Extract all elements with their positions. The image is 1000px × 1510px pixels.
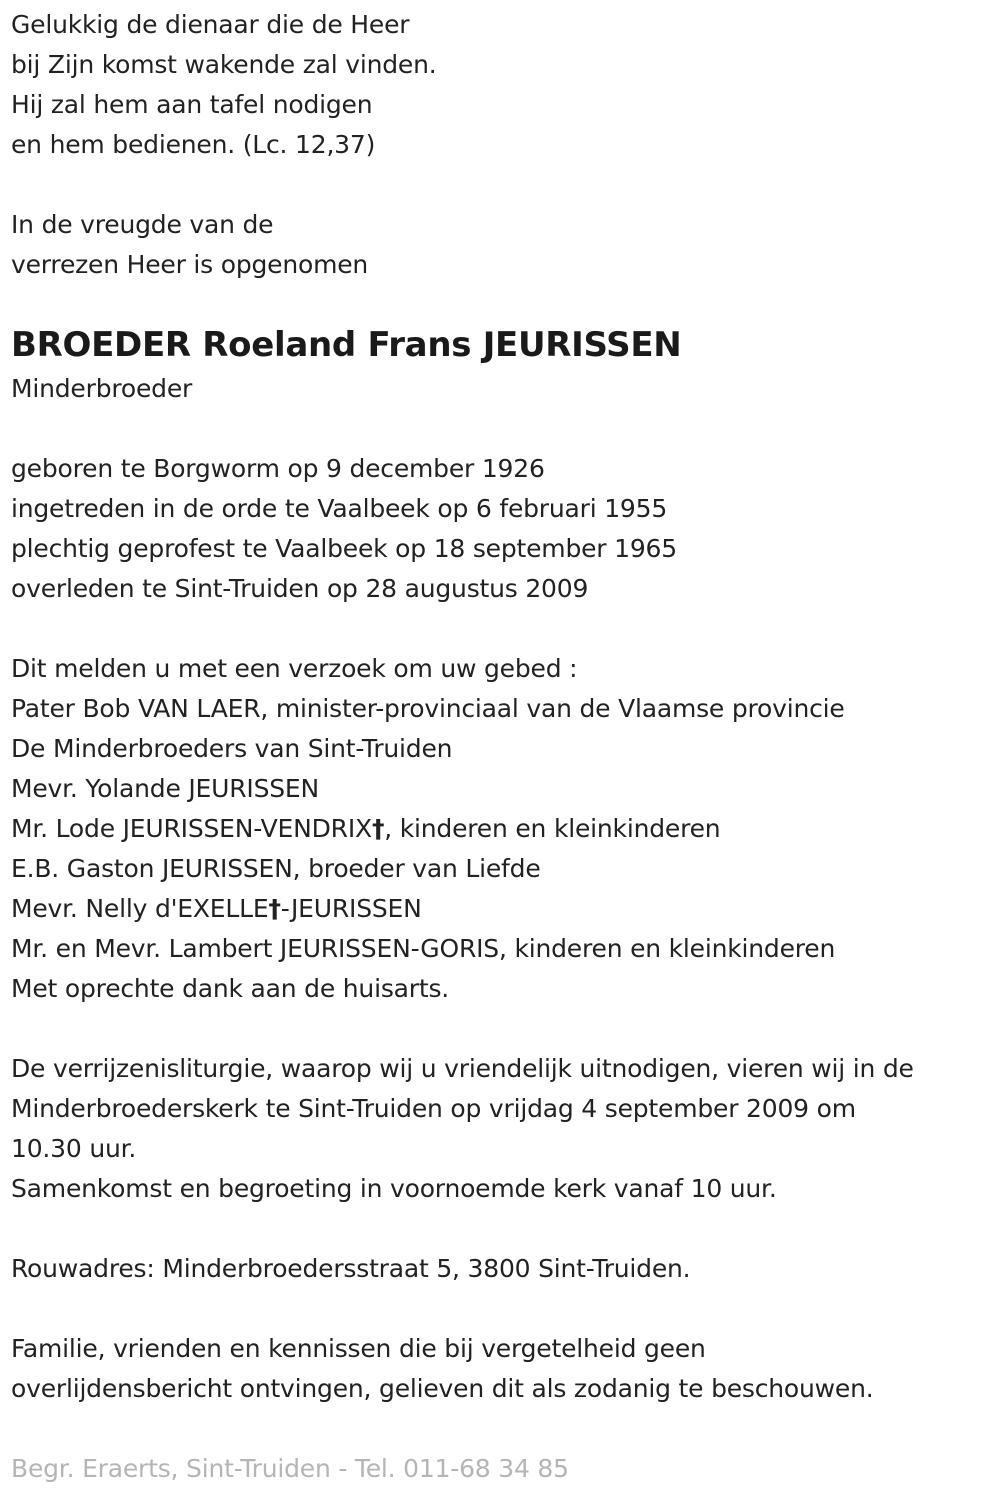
scripture-quote [11, 5, 996, 165]
life-event: plechtig geprofest te Vaalbeek op 18 september 1965 [11, 534, 677, 563]
announcer-name: Mr. Lode JEURISSEN-VENDRIX [11, 814, 372, 843]
life-event: overleden te Sint-Truiden op 28 augustus 2009 [11, 574, 589, 603]
announcer-line: E.B. Gaston JEURISSEN, broeder van Liefde [11, 854, 541, 883]
life-event: geboren te Borgworm op 9 december 1926 [11, 454, 545, 483]
announcers [11, 649, 996, 1009]
scripture-line: bij Zijn komst wakende zal vinden. [11, 50, 437, 79]
deceased-name: BROEDER Roeland Frans JEURISSEN [11, 325, 682, 365]
spacer [11, 1409, 996, 1449]
announcer-suffix: , kinderen en kleinkinderen [384, 814, 721, 843]
announcer-line [11, 889, 996, 929]
scripture-line: en hem bedienen. (Lc. 12,37) [11, 130, 376, 159]
life-event: ingetreden in de orde te Vaalbeek op 6 februari 1955 [11, 494, 668, 523]
gathering-line: Samenkomst en begroeting in voornoemde kerk vanaf 10 uur. [11, 1174, 777, 1203]
announcer-line: Mevr. Yolande JEURISSEN [11, 774, 320, 803]
deceased-title: Minderbroeder [11, 374, 193, 403]
announcers-heading: Dit melden u met een verzoek om uw gebed : [11, 654, 578, 683]
notice [11, 1329, 996, 1409]
announcer-line [11, 809, 996, 849]
death-notice [11, 5, 996, 1489]
announcer-line: Mr. en Mevr. Lambert JEURISSEN-GORIS, kinderen en kleinkinderen [11, 934, 836, 963]
liturgy-line: De verrijzenisliturgie, waarop wij u vriendelijk uitnodigen, vieren wij in de [11, 1054, 914, 1083]
thanks-line: Met oprechte dank aan de huisarts. [11, 974, 450, 1003]
spacer [11, 609, 996, 649]
announcer-line: Pater Bob VAN LAER, minister-provinciaal van de Vlaamse provincie [11, 694, 845, 723]
funeral-director-footer: Begr. Eraerts, Sint-Truiden - Tel. 011-68 34 85 [11, 1454, 569, 1483]
scripture-line: Hij zal hem aan tafel nodigen [11, 90, 373, 119]
cross-icon: † [371, 814, 385, 843]
spacer [11, 165, 996, 205]
notice-line: overlijdensbericht ontvingen, gelieven dit als zodanig te beschouwen. [11, 1374, 874, 1403]
spacer [11, 1289, 996, 1329]
liturgy-line: Minderbroederskerk te Sint-Truiden op vrijdag 4 september 2009 om [11, 1094, 856, 1123]
liturgy [11, 1049, 996, 1209]
mourning-address: Rouwadres: Minderbroedersstraat 5, 3800 Sint-Truiden. [11, 1254, 691, 1283]
announcer-line: De Minderbroeders van Sint-Truiden [11, 734, 453, 763]
life-events [11, 449, 996, 609]
spacer [11, 285, 996, 321]
spacer [11, 409, 996, 449]
intro-line: verrezen Heer is opgenomen [11, 250, 369, 279]
scripture-line: Gelukkig de dienaar die de Heer [11, 10, 410, 39]
announcer-name: Mevr. Nelly d'EXELLE [11, 894, 269, 923]
intro-text [11, 205, 996, 285]
intro-line: In de vreugde van de [11, 210, 274, 239]
notice-line: Familie, vrienden en kennissen die bij vergetelheid geen [11, 1334, 706, 1363]
cross-icon: † [268, 894, 281, 923]
announcer-suffix: -JEURISSEN [280, 894, 422, 923]
spacer [11, 1209, 996, 1249]
liturgy-line: 10.30 uur. [11, 1134, 137, 1163]
spacer [11, 1009, 996, 1049]
